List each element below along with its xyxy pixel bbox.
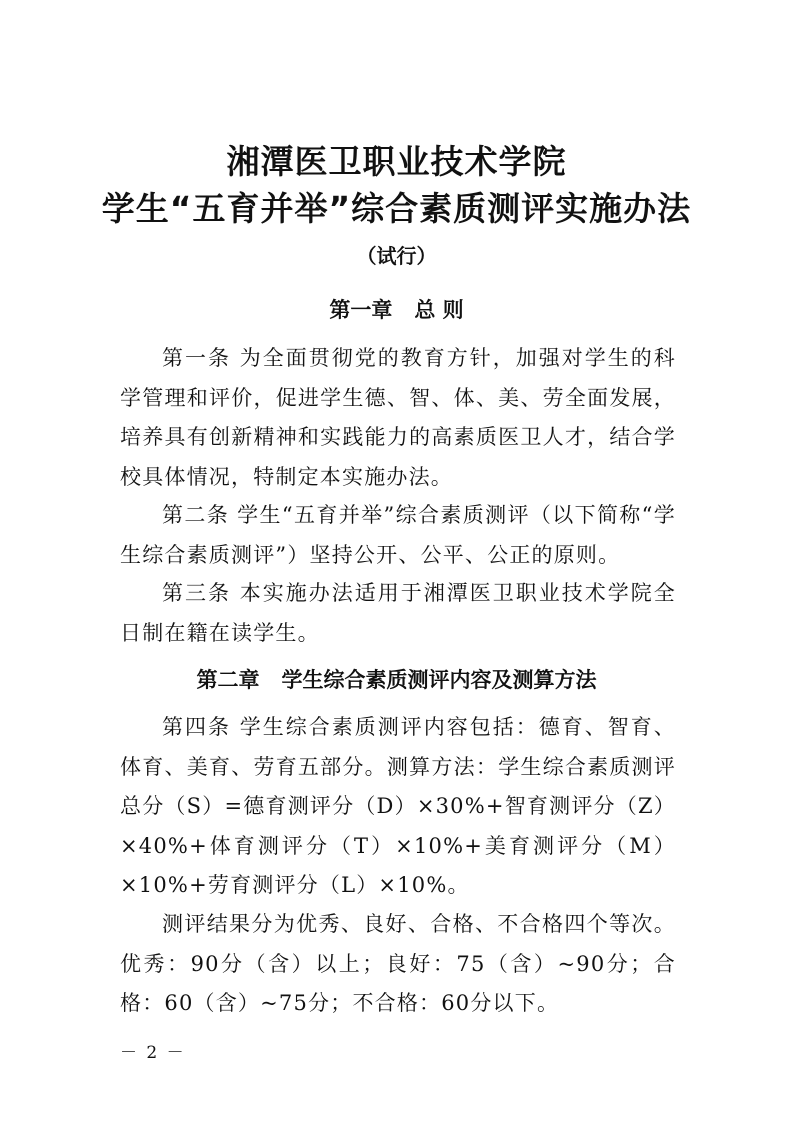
chapter-name: 学生综合素质测评内容及测算方法 [281, 668, 597, 692]
document-title-institution: 湘潭医卫职业技术学院 [226, 142, 567, 181]
article-3: 第三条 本实施办法适用于湘潭医卫职业技术学院全日制在籍在读学生。 [120, 581, 676, 645]
chapter-heading-2 [0, 666, 793, 694]
article-2: 第二条 学生“五育并举”综合素质测评（以下简称“学生综合素质测评”）坚持公开、公平、公正的原则。 [120, 503, 676, 567]
article-4: 第四条 学生综合素质测评内容包括：德育、智育、体育、美育、劳育五部分。测算方法：学生综合素质测评总分（S）=德育测评分（D）×30%+智育测评分（Z）×40%+体育测评分（T）×10%+美育测评分（M）×10%+劳育测评分（L）×10%。 [120, 715, 676, 897]
chapter-number: 第一章 [329, 298, 393, 322]
chapter-heading-1 [0, 296, 793, 324]
grading-paragraph: 测评结果分为优秀、良好、合格、不合格四个等次。优秀：90分（含）以上；良好：75（含）~90分；合格：60（含）~75分；不合格：60分以下。 [120, 912, 676, 1015]
chapter-name: 总 则 [414, 298, 464, 322]
page-number: － 2 － [120, 1043, 186, 1063]
article-1: 第一条 为全面贯彻党的教育方针，加强对学生的科学管理和评价，促进学生德、智、体、美、劳全面发展，培养具有创新精神和实践能力的高素质医卫人才，结合学校具体情况，特制定本实施办法。 [120, 346, 676, 489]
chapter-number: 第二章 [196, 668, 260, 692]
document-title-main: 学生“五育并举”综合素质测评实施办法 [101, 189, 692, 228]
document-subtitle: （试行） [356, 244, 437, 268]
